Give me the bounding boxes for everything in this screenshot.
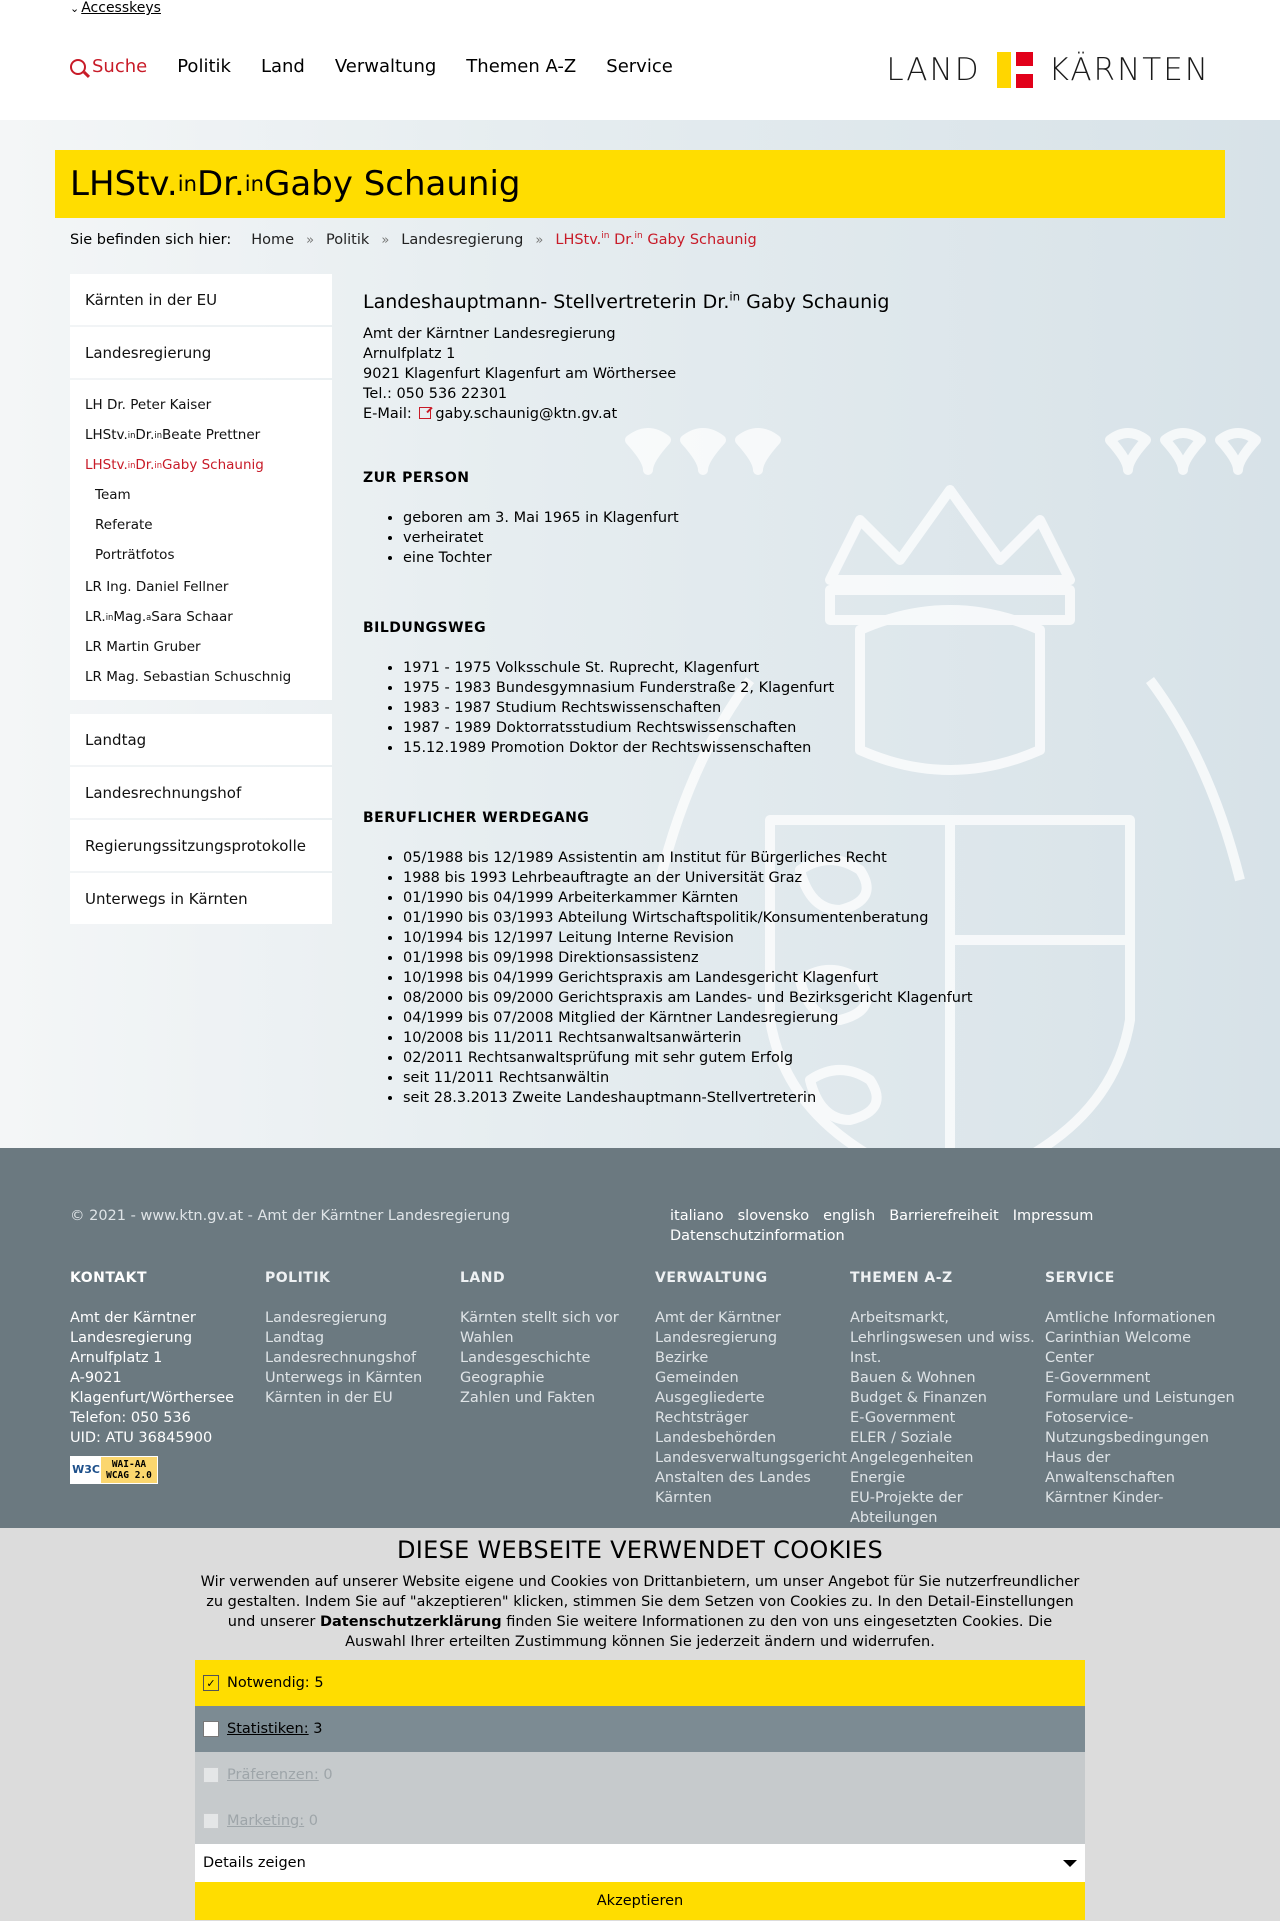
w3c-line2: WCAG 2.0 [106, 1470, 152, 1481]
link-slovensko[interactable]: slovensko [737, 1208, 810, 1224]
nav-search-label: Suche [92, 56, 148, 77]
list-item: • verheiratet [403, 528, 1163, 548]
footer-col-themen [850, 1268, 1045, 1528]
sidebar-sub-portraetfotos[interactable]: Porträtfotos [95, 547, 175, 563]
footer-link[interactable]: Gemeinden [655, 1370, 739, 1386]
cookie-option-marketing[interactable] [195, 1798, 1085, 1844]
logo-text-right: KÄRNTEN [1048, 52, 1210, 88]
sidebar-sub-prettner[interactable]: LHStv. in Dr. in Beate Prettner [85, 427, 261, 443]
footer-link[interactable]: Landesregierung [265, 1310, 388, 1326]
details-toggle[interactable] [195, 1844, 1085, 1882]
cookie-option-notwendig[interactable] [195, 1660, 1085, 1706]
footer-text: A-9021 Klagenfurt/Wörthersee [70, 1370, 235, 1406]
link-impressum[interactable]: Impressum [1012, 1208, 1094, 1224]
cookie-text: Wir verwenden auf unserer Website eigene und Cookies von Drittanbietern, um unser Angebot für Sie nutzerfreundlicher zu gestalten. Indem Sie auf "akzeptieren" klicken, stimmen Sie dem Setzen von Cookies zu. In den Detail-Einstellungen und unserer Datenschutzerklärung finden Sie weitere Informationen zu den von uns eingesetzten Cookies. Die Auswahl Ihrer erteilten Zustimmung können Sie jederzeit ändern und widerrufen. [200, 1574, 1080, 1650]
sidebar [70, 274, 332, 926]
sidebar-sub-schaunig[interactable]: LHStv. in Dr. in Gaby Schaunig [85, 457, 264, 473]
section-title-person: ZUR PERSON [363, 470, 470, 486]
link-italiano[interactable]: italiano [670, 1208, 724, 1224]
sidebar-item-unterwegs[interactable]: Unterwegs in Kärnten [70, 873, 332, 924]
list-item: • 10/1998 bis 04/1999 Gerichtspraxis am Landesgericht Klagenfurt [403, 968, 1163, 988]
list-item: • geboren am 3. Mai 1965 in Klagenfurt [403, 508, 1163, 528]
chevron-right-icon: » [306, 232, 315, 248]
footer-link[interactable]: Carinthian Welcome Center [1045, 1330, 1192, 1366]
w3c-line1: WAI-AA [111, 1459, 147, 1470]
footer-link[interactable]: Haus der Anwaltenschaften [1045, 1450, 1175, 1486]
option-label: Statistiken: [227, 1721, 309, 1737]
sidebar-sub-gruber[interactable]: LR Martin Gruber [85, 639, 201, 655]
logo-mark-icon [997, 52, 1033, 88]
list-item: • 08/2000 bis 09/2000 Gerichtspraxis am Landes- und Bezirksgericht Klagenfurt [403, 988, 1163, 1008]
option-label: Präferenzen: [227, 1767, 319, 1783]
w3c-badge[interactable] [70, 1456, 158, 1484]
main-nav [70, 56, 673, 77]
breadcrumb-label: Sie befinden sich hier: [70, 232, 232, 248]
sidebar-item-protokolle[interactable]: Regierungssitzungsprotokolle [70, 820, 332, 871]
list-item: • 1971 - 1975 Volksschule St. Ruprecht, Klagenfurt [403, 658, 1163, 678]
section-title-bildungsweg: BILDUNGSWEG [363, 620, 487, 636]
sidebar-item-landtag[interactable]: Landtag [70, 714, 332, 765]
option-count: 0 [323, 1767, 333, 1783]
footer-col-title: LAND [460, 1270, 506, 1286]
checkbox-icon[interactable] [203, 1721, 219, 1737]
footer-link[interactable]: Fotoservice-Nutzungsbedingungen [1045, 1410, 1209, 1446]
cookie-options [195, 1660, 1085, 1920]
footer-link[interactable]: Geographie [460, 1370, 545, 1386]
address-line: 9021 Klagenfurt Klagenfurt am Wörthersee [363, 366, 677, 382]
option-label: Notwendig: [227, 1675, 310, 1691]
list-item: • 05/1988 bis 12/1989 Assistentin am Institut für Bürgerliches Recht [403, 848, 1163, 868]
cookie-option-praeferenzen[interactable] [195, 1752, 1085, 1798]
list-item: • 02/2011 Rechtsanwaltsprüfung mit sehr gutem Erfolg [403, 1048, 1163, 1068]
footer-col-title: SERVICE [1045, 1270, 1115, 1286]
footer-columns [70, 1268, 1240, 1528]
nav-themen[interactable]: Themen A-Z [466, 56, 577, 77]
breadcrumb-current: LHStv.$^{in}$ Dr.$^{in}$ Gaby Schaunig [555, 231, 757, 248]
footer-link[interactable]: Bauen & Wohnen [850, 1370, 976, 1386]
footer-link[interactable]: Wahlen [460, 1330, 514, 1346]
footer-link[interactable]: Arbeitsmarkt, Lehrlingswesen und wiss. Inst. [850, 1310, 1035, 1366]
list-item: • 01/1990 bis 03/1993 Abteilung Wirtschaftspolitik/Konsumentenberatung [403, 908, 1163, 928]
address-line: Arnulfplatz 1 [363, 346, 456, 362]
footer-text: Arnulfplatz 1 [70, 1350, 163, 1366]
cookie-title: DIESE WEBSEITE VERWENDET COOKIES [396, 1536, 884, 1564]
copyright: © 2021 - www.ktn.gv.at - Amt der Kärntner Landesregierung [70, 1208, 511, 1224]
footer-col-verwaltung [655, 1268, 850, 1528]
main-area [0, 120, 1280, 1148]
werdegang-list [363, 848, 1163, 1108]
list-item: • 1988 bis 1993 Lehrbeauftragte an der Universität Graz [403, 868, 1163, 888]
list-item: • 01/1998 bis 09/1998 Direktionsassistenz [403, 948, 1163, 968]
email-line: E-Mail: gaby.schaunig@ktn.gv.at [363, 406, 618, 422]
bildungsweg-list [363, 658, 1163, 758]
link-datenschutz[interactable]: Datenschutzinformation [670, 1228, 845, 1244]
sidebar-sub-schaar[interactable]: LR. in Mag. a Sara Schaar [85, 609, 233, 625]
datenschutz-link[interactable]: Datenschutzerklärung [319, 1614, 502, 1630]
footer-col-land [460, 1268, 655, 1528]
footer-link[interactable]: Budget & Finanzen [850, 1390, 987, 1406]
footer-link[interactable]: Amt der Kärntner Landesregierung [655, 1310, 781, 1346]
footer-link[interactable]: Zahlen und Fakten [460, 1390, 596, 1406]
list-item: • 04/1999 bis 07/2008 Mitglied der Kärntner Landesregierung [403, 1008, 1163, 1028]
footer-link[interactable]: EU-Projekte der Abteilungen [850, 1490, 963, 1526]
option-count: 0 [308, 1813, 318, 1829]
list-item: • seit 11/2011 Rechtsanwältin [403, 1068, 1163, 1088]
chevron-right-icon: » [535, 232, 544, 248]
footer-link[interactable]: Unterwegs in Kärnten [265, 1370, 423, 1386]
nav-politik[interactable]: Politik [177, 56, 231, 77]
sidebar-sub-referate[interactable]: Referate [95, 517, 153, 533]
footer-col-title: KONTAKT [70, 1270, 148, 1286]
sidebar-sub-team[interactable]: Team [95, 487, 131, 503]
footer-col-title: POLITIK [265, 1270, 331, 1286]
footer-col-politik [265, 1268, 460, 1528]
sidebar-subnav [70, 380, 332, 700]
list-item: • eine Tochter [403, 548, 1163, 568]
cookie-banner [0, 1528, 1280, 1921]
footer-link[interactable]: Amtliche Informationen [1045, 1310, 1216, 1326]
external-link-icon [419, 407, 431, 419]
checkbox-checked-icon[interactable]: ✓ [203, 1675, 219, 1691]
person-list [363, 508, 1163, 568]
cookie-option-statistiken[interactable] [195, 1706, 1085, 1752]
footer-link[interactable]: Landesbehörden [655, 1430, 777, 1446]
phone-line: Tel.: 050 536 22301 [363, 386, 508, 402]
footer-text: Amt der Kärntner Landesregierung [70, 1310, 196, 1346]
footer-text: UID: ATU 36845900 [70, 1430, 213, 1446]
footer-text: Telefon: 050 536 [70, 1410, 191, 1426]
footer-link[interactable]: E-Government [1045, 1370, 1151, 1386]
nav-service[interactable]: Service [606, 56, 673, 77]
details-label: Details zeigen [203, 1855, 306, 1871]
footer-link[interactable]: Landesverwaltungsgericht [655, 1450, 847, 1466]
link-english[interactable]: english [823, 1208, 876, 1224]
footer-link[interactable]: E-Government [850, 1410, 956, 1426]
breadcrumb-home[interactable]: Home [251, 232, 295, 248]
footer-link[interactable]: Kärnten in der EU [265, 1390, 393, 1406]
content-heading: Landeshauptmann- Stellvertreterin Dr.$^{in}$ Gaby Schaunig [363, 289, 890, 313]
main-content [363, 290, 1163, 1108]
footer-link[interactable]: Kärnten stellt sich vor [460, 1310, 619, 1326]
logo-text-left: LAND [886, 52, 981, 88]
breadcrumb-landesregierung[interactable]: Landesregierung [401, 232, 524, 248]
list-item: • 1983 - 1987 Studium Rechtswissenschaften [403, 698, 1163, 718]
breadcrumb [70, 232, 757, 248]
footer-links [670, 1208, 1110, 1244]
search-icon [70, 59, 86, 75]
footer-link[interactable]: ELER / Soziale Angelegenheiten [850, 1430, 974, 1466]
checkbox-icon[interactable] [203, 1767, 219, 1783]
footer-link[interactable]: Bezirke [655, 1350, 709, 1366]
option-label: Marketing: [227, 1813, 305, 1829]
caret-down-icon [1063, 1860, 1077, 1867]
footer-link[interactable]: Kärntner Kinder- [1045, 1490, 1164, 1506]
footer-link[interactable]: Ausgegliederte Rechtsträger [655, 1390, 765, 1426]
list-item: • seit 28.3.2013 Zweite Landeshauptmann-Stellvertreterin [403, 1088, 1163, 1108]
nav-search[interactable] [70, 56, 147, 77]
footer-col-kontakt [70, 1268, 265, 1528]
footer-col-title: THEMEN A-Z [850, 1270, 953, 1286]
footer-link[interactable]: Energie [850, 1470, 906, 1486]
section-title-werdegang: BERUFLICHER WERDEGANG [363, 810, 590, 826]
sidebar-item-landesregierung[interactable]: Landesregierung [70, 327, 332, 378]
link-barrierefreiheit[interactable]: Barrierefreiheit [889, 1208, 999, 1224]
footer-link[interactable]: Formulare und Leistungen [1045, 1390, 1235, 1406]
option-count: 5 [314, 1675, 324, 1691]
sidebar-sub-schuschnig[interactable]: LR Mag. Sebastian Schuschnig [85, 669, 292, 685]
footer-link[interactable]: Landesrechnungshof [265, 1350, 417, 1366]
option-count: 3 [313, 1721, 323, 1737]
list-item: • 1975 - 1983 Bundesgymnasium Funderstraße 2, Klagenfurt [403, 678, 1163, 698]
nav-land[interactable]: Land [260, 56, 305, 77]
footer-link[interactable]: Anstalten des Landes Kärnten [655, 1470, 811, 1506]
checkbox-icon[interactable] [203, 1813, 219, 1829]
sidebar-item-eu[interactable]: Kärnten in der EU [70, 274, 332, 325]
sidebar-sub-fellner[interactable]: LR Ing. Daniel Fellner [85, 579, 229, 595]
list-item: • 10/1994 bis 12/1997 Leitung Interne Revision [403, 928, 1163, 948]
chevron-down-icon: ⌄ [70, 2, 80, 15]
sidebar-item-landesrechnungshof[interactable]: Landesrechnungshof [70, 767, 332, 818]
list-item: • 15.12.1989 Promotion Doktor der Rechtswissenschaften [403, 738, 1163, 758]
site-logo[interactable] [886, 52, 1210, 88]
address-line: Amt der Kärntner Landesregierung [363, 326, 616, 342]
footer-col-title: VERWALTUNG [655, 1270, 768, 1286]
list-item: • 01/1990 bis 04/1999 Arbeiterkammer Kärnten [403, 888, 1163, 908]
list-item: • 10/2008 bis 11/2011 Rechtsanwaltsanwärterin [403, 1028, 1163, 1048]
accesskeys-label: Accesskeys [81, 0, 161, 16]
footer-link[interactable]: Landtag [265, 1330, 325, 1346]
footer-col-service [1045, 1268, 1240, 1528]
address-block [363, 324, 1163, 424]
accept-button[interactable]: Akzeptieren [195, 1882, 1085, 1920]
w3c-logo: W3C [72, 1463, 100, 1476]
nav-verwaltung[interactable]: Verwaltung [334, 56, 437, 77]
chevron-right-icon: » [381, 232, 390, 248]
page-title: LHStv. in Dr. in Gaby Schaunig [55, 150, 1225, 218]
footer-link[interactable]: Landesgeschichte [460, 1350, 591, 1366]
accesskeys-link[interactable] [70, 0, 161, 16]
list-item: • 1987 - 1989 Doktorratsstudium Rechtswissenschaften [403, 718, 1163, 738]
breadcrumb-politik[interactable]: Politik [326, 232, 370, 248]
sidebar-sub-kaiser[interactable]: LH Dr. Peter Kaiser [85, 397, 212, 413]
footer [0, 1148, 1280, 1528]
email-link[interactable]: gaby.schaunig@ktn.gv.at [435, 406, 618, 422]
